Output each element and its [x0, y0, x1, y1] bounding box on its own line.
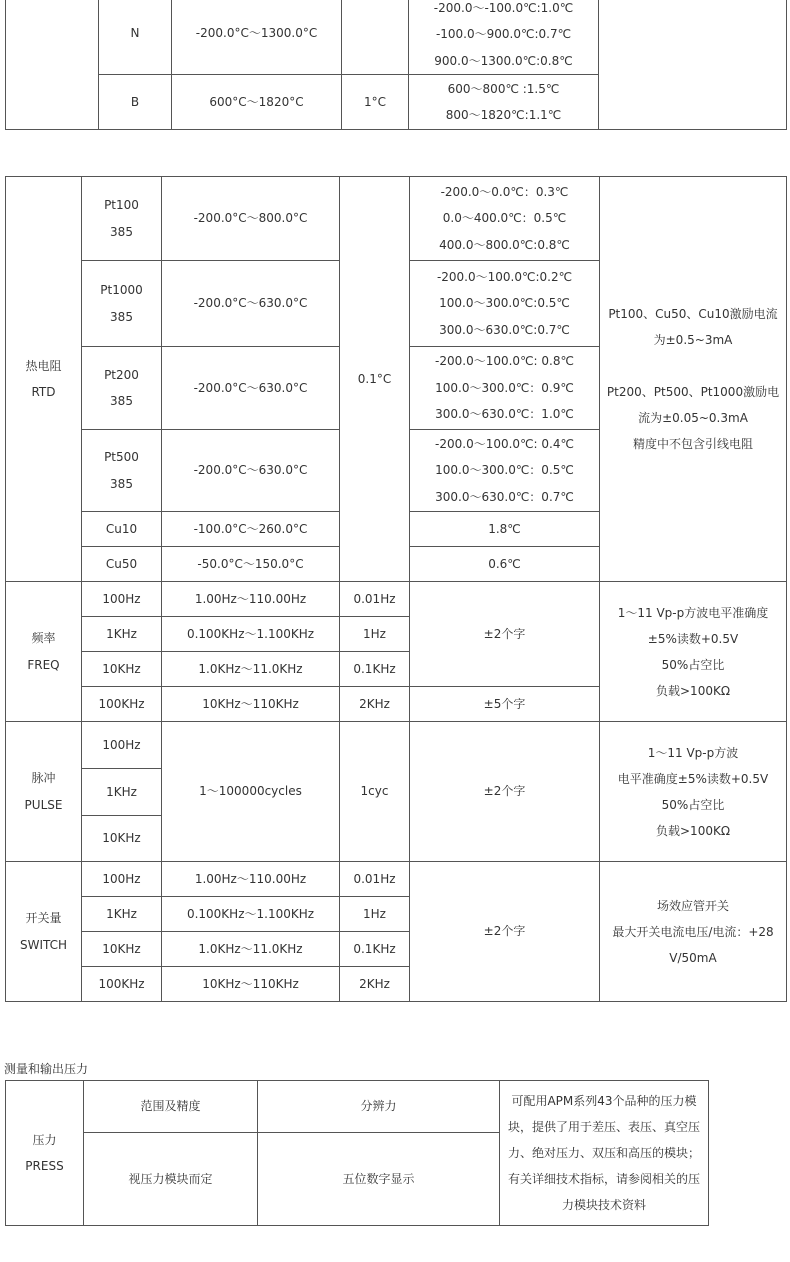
group-pulse: [6, 722, 82, 862]
accuracy-cell: [410, 430, 600, 512]
table-row: [6, 582, 787, 617]
type-label: Pt500: [104, 450, 139, 464]
type-cell: [82, 261, 162, 347]
note-cell: [600, 582, 787, 722]
group-label-en: PRESS: [25, 1159, 64, 1173]
thermocouple-table: [5, 0, 787, 130]
accuracy-cell: ±5个字: [410, 687, 600, 722]
range-cell: 1.0KHz～11.0KHz: [162, 932, 340, 967]
note-line: 负载>100KΩ: [656, 823, 730, 838]
type-label: 385: [110, 224, 133, 239]
note-line: 负载>100KΩ: [656, 683, 730, 698]
type-cell: 10KHz: [82, 652, 162, 687]
type-cell: 10KHz: [82, 932, 162, 967]
range-cell: -200.0°C～630.0°C: [162, 430, 340, 512]
type-cell: [82, 430, 162, 512]
note-line: 力、绝对压力、双压和高压的模块；: [507, 1146, 700, 1160]
resolution-cell: 1Hz: [340, 897, 410, 932]
range-cell: -200.0°C～630.0°C: [162, 261, 340, 347]
accuracy-line: 400.0～800.0℃:0.8℃: [439, 237, 570, 252]
group-press: [6, 1081, 84, 1226]
resolution-cell: 0.1KHz: [340, 932, 410, 967]
range-cell: 视压力模块而定: [84, 1133, 258, 1226]
resolution-cell: 五位数字显示: [258, 1133, 500, 1226]
accuracy-line: 300.0～630.0℃:0.7℃: [439, 322, 570, 337]
table-row: [6, 1081, 709, 1133]
type-cell: 100KHz: [82, 687, 162, 722]
type-label: Pt200: [104, 367, 139, 382]
accuracy-line: -200.0～100.0℃: 0.8℃: [435, 354, 574, 369]
range-cell: 600°C～1820°C: [172, 75, 342, 130]
type-label: 385: [110, 309, 133, 324]
note-cell: [600, 862, 787, 1002]
accuracy-line: 100.0～300.0℃：0.5℃: [435, 463, 574, 478]
table-row: [6, 862, 787, 897]
accuracy-line: -200.0～100.0℃: 0.4℃: [435, 436, 574, 451]
note-line: 块，提供了用于差压、表压、真空压: [507, 1120, 700, 1134]
spec-table: [5, 176, 787, 1002]
type-cell: 1KHz: [82, 897, 162, 932]
resolution-cell: 0.01Hz: [340, 862, 410, 897]
group-label: 热电阻: [25, 358, 62, 373]
group-label-en: RTD: [31, 385, 56, 399]
type-cell: 1KHz: [82, 617, 162, 652]
note-line: 精度中不包含引线电阻: [632, 437, 753, 451]
note-line: Pt200、Pt500、Pt1000激励电: [606, 385, 780, 399]
accuracy-cell: ±2个字: [410, 722, 600, 862]
note-line: ±5%读数+0.5V: [647, 631, 739, 646]
table-row: [6, 722, 787, 769]
note-line: [602, 353, 784, 379]
type-label: Pt100: [104, 198, 139, 212]
note-cell: [599, 0, 787, 130]
type-cell: 100Hz: [82, 722, 162, 769]
accuracy-cell: [409, 75, 599, 130]
accuracy-line: 900.0～1300.0℃:0.8℃: [434, 53, 573, 68]
note-line: 流为±0.05~0.3mA: [638, 411, 748, 425]
resolution-cell: 0.1KHz: [340, 652, 410, 687]
accuracy-line: -200.0～100.0℃:0.2℃: [436, 269, 573, 284]
note-line: 最大开关电流电压/电流：+28: [612, 924, 774, 939]
note-line: 力模块技术资料: [561, 1198, 646, 1212]
accuracy-cell: 1.8℃: [410, 512, 600, 547]
accuracy-line: 100.0～300.0℃:0.5℃: [439, 296, 570, 311]
range-cell: -200.0°C～1300.0°C: [172, 0, 342, 75]
accuracy-cell: [410, 261, 600, 347]
type-cell: [82, 177, 162, 261]
type-cell: 1KHz: [82, 769, 162, 816]
note-line: 可配用APM系列43个品种的压力模: [511, 1094, 697, 1108]
resolution-cell: 0.01Hz: [340, 582, 410, 617]
group-switch: [6, 862, 82, 1002]
group-label: 压力: [32, 1132, 57, 1147]
type-cell: 100Hz: [82, 582, 162, 617]
range-cell: 1.0KHz～11.0KHz: [162, 652, 340, 687]
note-line: 50%占空比: [661, 657, 725, 672]
note-line: 为±0.5~3mA: [653, 333, 733, 347]
table-row: [6, 177, 787, 261]
type-cell: 100Hz: [82, 862, 162, 897]
group-freq: [6, 582, 82, 722]
type-cell: 10KHz: [82, 816, 162, 862]
range-cell: 1.00Hz～110.00Hz: [162, 862, 340, 897]
accuracy-cell: [410, 177, 600, 261]
note-cell: [600, 722, 787, 862]
group-label: 开关量: [25, 911, 62, 925]
type-cell: B: [99, 75, 172, 130]
accuracy-line: 100.0～300.0℃：0.9℃: [435, 380, 574, 395]
range-cell: -200.0°C～800.0°C: [162, 177, 340, 261]
note-line: 1～11 Vp-p方波电平准确度: [617, 605, 769, 620]
range-cell: -200.0°C～630.0°C: [162, 347, 340, 430]
resolution-cell: [342, 0, 409, 75]
accuracy-line: -100.0～900.0℃:0.7℃: [435, 27, 572, 41]
accuracy-cell: [409, 0, 599, 75]
range-cell: 1～100000cycles: [162, 722, 340, 862]
note-line: 有关详细技术指标，请参阅相关的压: [507, 1172, 700, 1186]
accuracy-cell: ±2个字: [410, 582, 600, 687]
resolution-cell: 2KHz: [340, 967, 410, 1002]
note-line: 场效应管开关: [656, 898, 729, 913]
type-cell: 100KHz: [82, 967, 162, 1002]
range-cell: -50.0°C～150.0°C: [162, 547, 340, 582]
note-line: Pt100、Cu50、Cu10激励电流: [608, 307, 778, 321]
type-cell: Cu50: [82, 547, 162, 582]
accuracy-line: 300.0～630.0℃：1.0℃: [435, 407, 574, 422]
accuracy-line: 300.0～630.0℃：0.7℃: [435, 489, 574, 504]
table-row: [6, 0, 787, 75]
type-cell: Cu10: [82, 512, 162, 547]
resolution-cell: 0.1°C: [340, 177, 410, 582]
resolution-cell: 2KHz: [340, 687, 410, 722]
note-cell: [500, 1081, 709, 1226]
accuracy-cell: 0.6℃: [410, 547, 600, 582]
resolution-cell: 1Hz: [340, 617, 410, 652]
header-resolution: 分辨力: [258, 1081, 500, 1133]
group-label-en: PULSE: [24, 797, 63, 812]
group-label-en: SWITCH: [19, 937, 68, 952]
accuracy-line: -200.0～0.0℃：0.3℃: [440, 184, 569, 199]
header-range: 范围及精度: [84, 1081, 258, 1133]
type-label: Pt1000: [100, 283, 143, 297]
type-cell: [82, 347, 162, 430]
range-cell: 0.100KHz～1.100KHz: [162, 897, 340, 932]
accuracy-cell: ±2个字: [410, 862, 600, 1002]
resolution-cell: 1°C: [342, 75, 409, 130]
accuracy-line: -200.0～-100.0℃:1.0℃: [433, 0, 574, 15]
note-line: V/50mA: [669, 950, 717, 965]
group-rtd: [6, 177, 82, 582]
section-title: 测量和输出压力: [4, 1062, 89, 1076]
range-cell: 10KHz～110KHz: [162, 687, 340, 722]
pressure-table: [5, 1080, 709, 1226]
accuracy-cell: [410, 347, 600, 430]
accuracy-line: 800～1820℃:1.1℃: [445, 108, 562, 122]
type-cell: N: [99, 0, 172, 75]
group-cell: [6, 0, 99, 130]
note-line: 电平准确度±5%读数+0.5V: [617, 771, 769, 786]
range-cell: 10KHz～110KHz: [162, 967, 340, 1002]
accuracy-line: 600～800℃ :1.5℃: [447, 81, 560, 96]
group-label-en: FREQ: [27, 657, 60, 672]
note-line: 50%占空比: [661, 797, 725, 812]
type-label: 385: [110, 476, 133, 491]
type-label: 385: [110, 394, 133, 408]
group-label: 频率: [31, 631, 56, 645]
resolution-cell: 1cyc: [340, 722, 410, 862]
range-cell: -100.0°C～260.0°C: [162, 512, 340, 547]
range-cell: 0.100KHz～1.100KHz: [162, 617, 340, 652]
note-line: 1～11 Vp-p方波: [647, 745, 739, 760]
group-label: 脉冲: [31, 771, 56, 785]
note-cell: [600, 177, 787, 582]
accuracy-line: 0.0～400.0℃：0.5℃: [442, 211, 567, 226]
range-cell: 1.00Hz～110.00Hz: [162, 582, 340, 617]
